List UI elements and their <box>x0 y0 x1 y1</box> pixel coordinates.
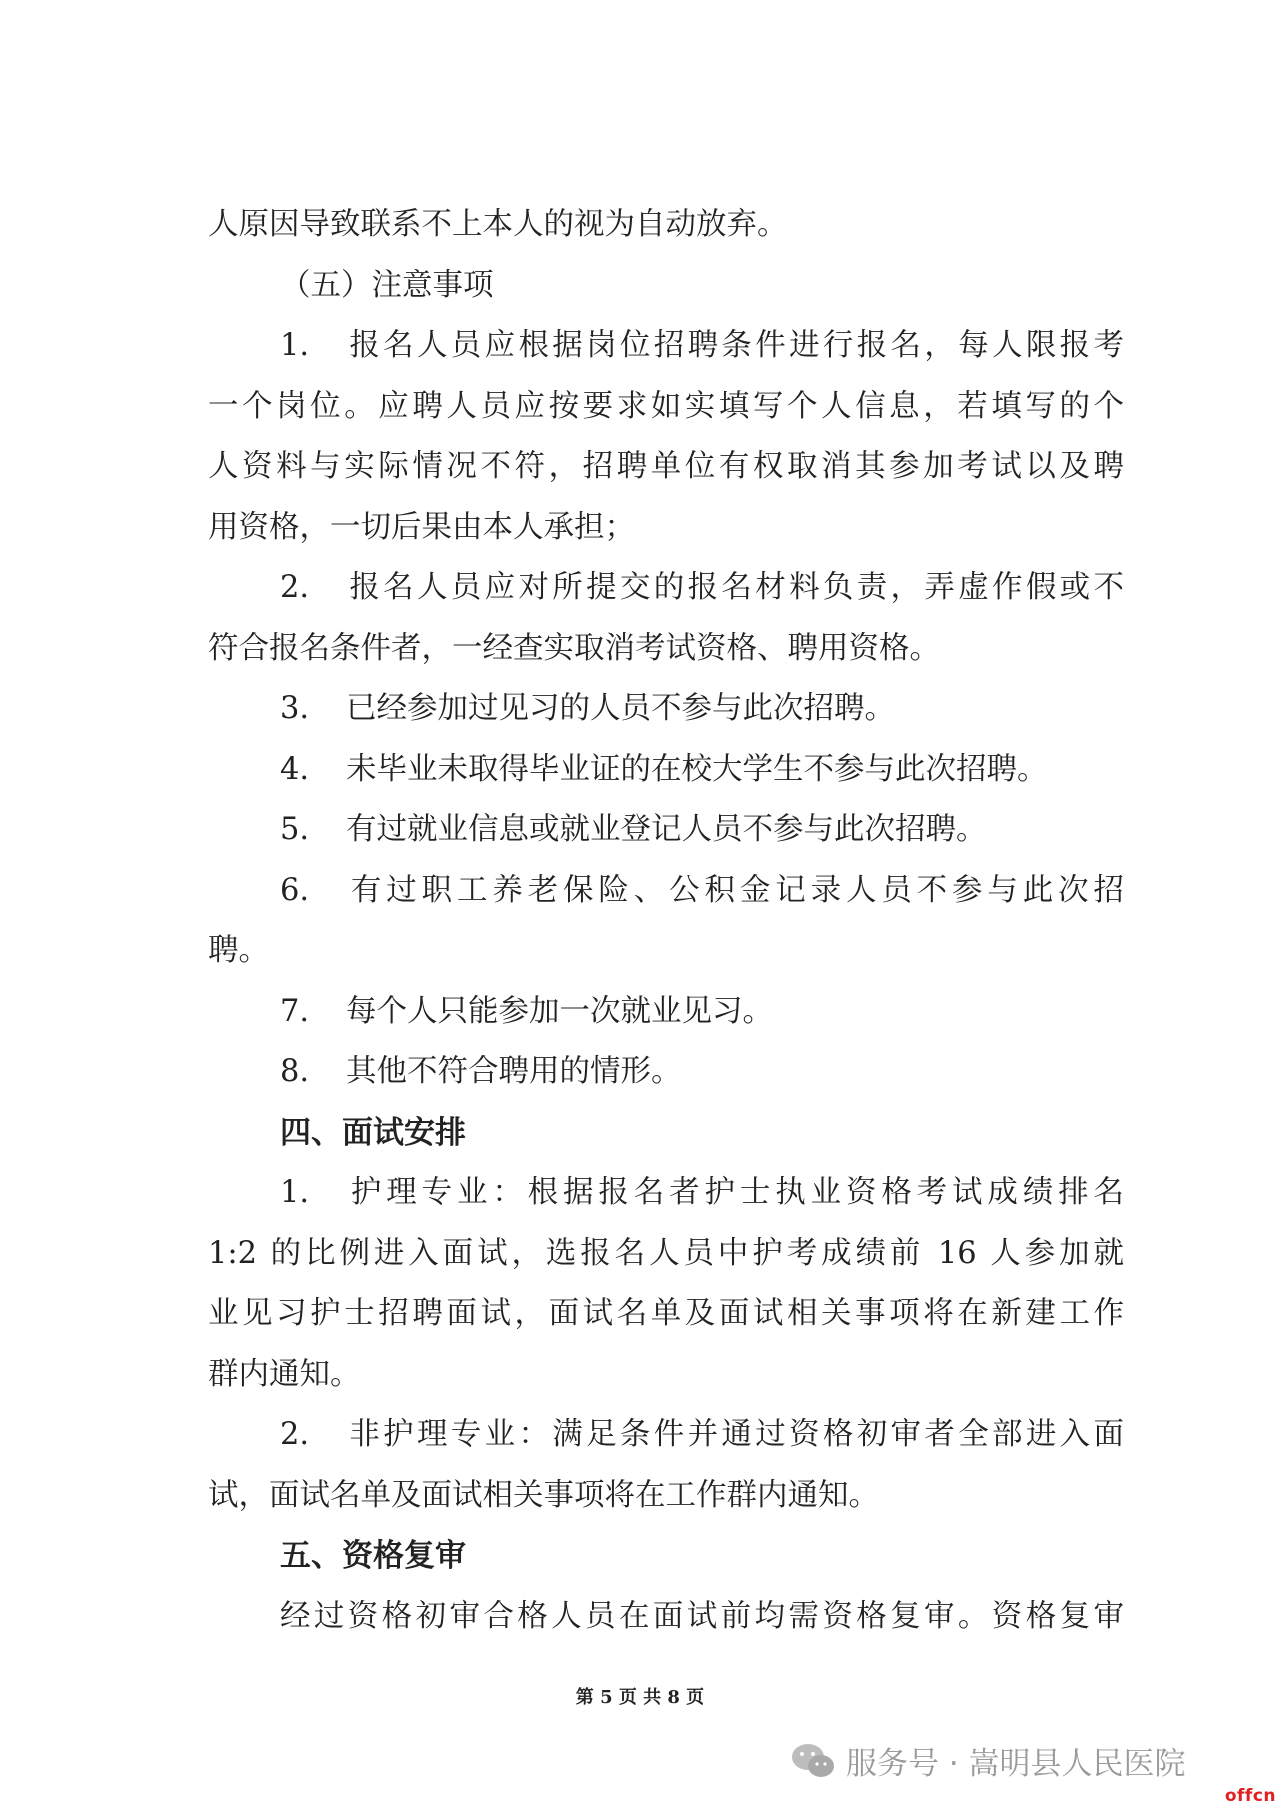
section-heading <box>208 1526 1124 1587</box>
wechat-watermark <box>790 1738 1186 1783</box>
text-line <box>208 740 1124 801</box>
text-line <box>208 1466 1124 1527</box>
document-body <box>208 195 1124 1647</box>
line-text: 护理专业：根据报名者护士执业资格考试成绩排名 <box>346 1175 1124 1210</box>
line-text: 试，面试名单及面试相关事项将在工作群内通知。 <box>208 1477 879 1513</box>
line-text: 有过职工养老保险、公积金记录人员不参与此次招 <box>346 872 1124 908</box>
item-number: 4. <box>280 751 310 787</box>
item-number: 3. <box>280 691 310 726</box>
watermark-text: 服务号 · 嵩明县人民医院 <box>846 1746 1186 1782</box>
text-line <box>208 377 1124 438</box>
text-line <box>208 1284 1124 1345</box>
line-text: 未毕业未取得毕业证的在校大学生不参与此次招聘。 <box>346 751 1048 787</box>
text-line <box>208 1345 1124 1406</box>
line-text: 有过就业信息或就业登记人员不参与此次招聘。 <box>346 812 987 847</box>
text-line <box>208 316 1124 377</box>
text-line <box>208 498 1124 559</box>
item-number: 5. <box>280 812 310 847</box>
item-number: 7. <box>280 993 310 1029</box>
text-line <box>208 1587 1124 1648</box>
text-line <box>208 195 1124 256</box>
page-number: 第 5 页 共 8 页 <box>575 1687 705 1708</box>
item-number: 6. <box>280 872 310 908</box>
item-number: 1. <box>280 1175 310 1210</box>
line-text: 报名人员应根据岗位招聘条件进行报名，每人限报考 <box>346 328 1124 363</box>
line-text: 报名人员应对所提交的报名材料负责，弄虚作假或不 <box>346 570 1124 605</box>
offcn-logo: offcn <box>1224 1786 1276 1806</box>
text-line <box>208 679 1124 740</box>
text-line <box>208 1224 1124 1285</box>
line-text: 非护理专业：满足条件并通过资格初审者全部进入面 <box>346 1417 1124 1452</box>
line-text: 经过资格初审合格人员在面试前均需资格复审。资格复审 <box>280 1598 1124 1634</box>
line-text: 用资格，一切后果由本人承担； <box>208 509 635 545</box>
item-number: 2. <box>280 1417 310 1452</box>
line-text: 业见习护士招聘面试，面试名单及面试相关事项将在新建工作 <box>208 1296 1124 1331</box>
line-text: 每个人只能参加一次就业见习。 <box>346 993 773 1029</box>
line-text: 一个岗位。应聘人员应按要求如实填写个人信息，若填写的个 <box>208 388 1124 424</box>
subsection-heading <box>208 256 1124 317</box>
line-text: 已经参加过见习的人员不参与此次招聘。 <box>346 691 895 726</box>
text-line <box>208 921 1124 982</box>
line-text: 1:2 的比例进入面试，选报名人员中护考成绩前 16 人参加就 <box>208 1235 1124 1271</box>
text-line <box>208 982 1124 1043</box>
line-text: 聘。 <box>208 933 269 968</box>
text-line <box>208 1405 1124 1466</box>
item-number: 1. <box>280 328 310 363</box>
line-text: 其他不符合聘用的情形。 <box>346 1054 682 1089</box>
line-text: 四、面试安排 <box>280 1114 466 1151</box>
item-number: 8. <box>280 1054 310 1089</box>
item-number: 2. <box>280 570 310 605</box>
text-line <box>208 1042 1124 1103</box>
line-text: 群内通知。 <box>208 1356 361 1392</box>
line-text: 人原因导致联系不上本人的视为自动放弃。 <box>208 207 788 242</box>
text-line <box>208 619 1124 680</box>
text-line <box>208 437 1124 498</box>
line-text: 人资料与实际情况不符，招聘单位有权取消其参加考试以及聘 <box>208 449 1124 484</box>
line-text: （五）注意事项 <box>280 267 494 303</box>
text-line <box>208 558 1124 619</box>
line-text: 符合报名条件者，一经查实取消考试资格、聘用资格。 <box>208 630 940 666</box>
line-text: 五、资格复审 <box>280 1538 466 1574</box>
section-heading <box>208 1103 1124 1164</box>
text-line <box>208 1163 1124 1224</box>
text-line <box>208 800 1124 861</box>
wechat-icon <box>790 1741 836 1781</box>
text-line <box>208 861 1124 922</box>
